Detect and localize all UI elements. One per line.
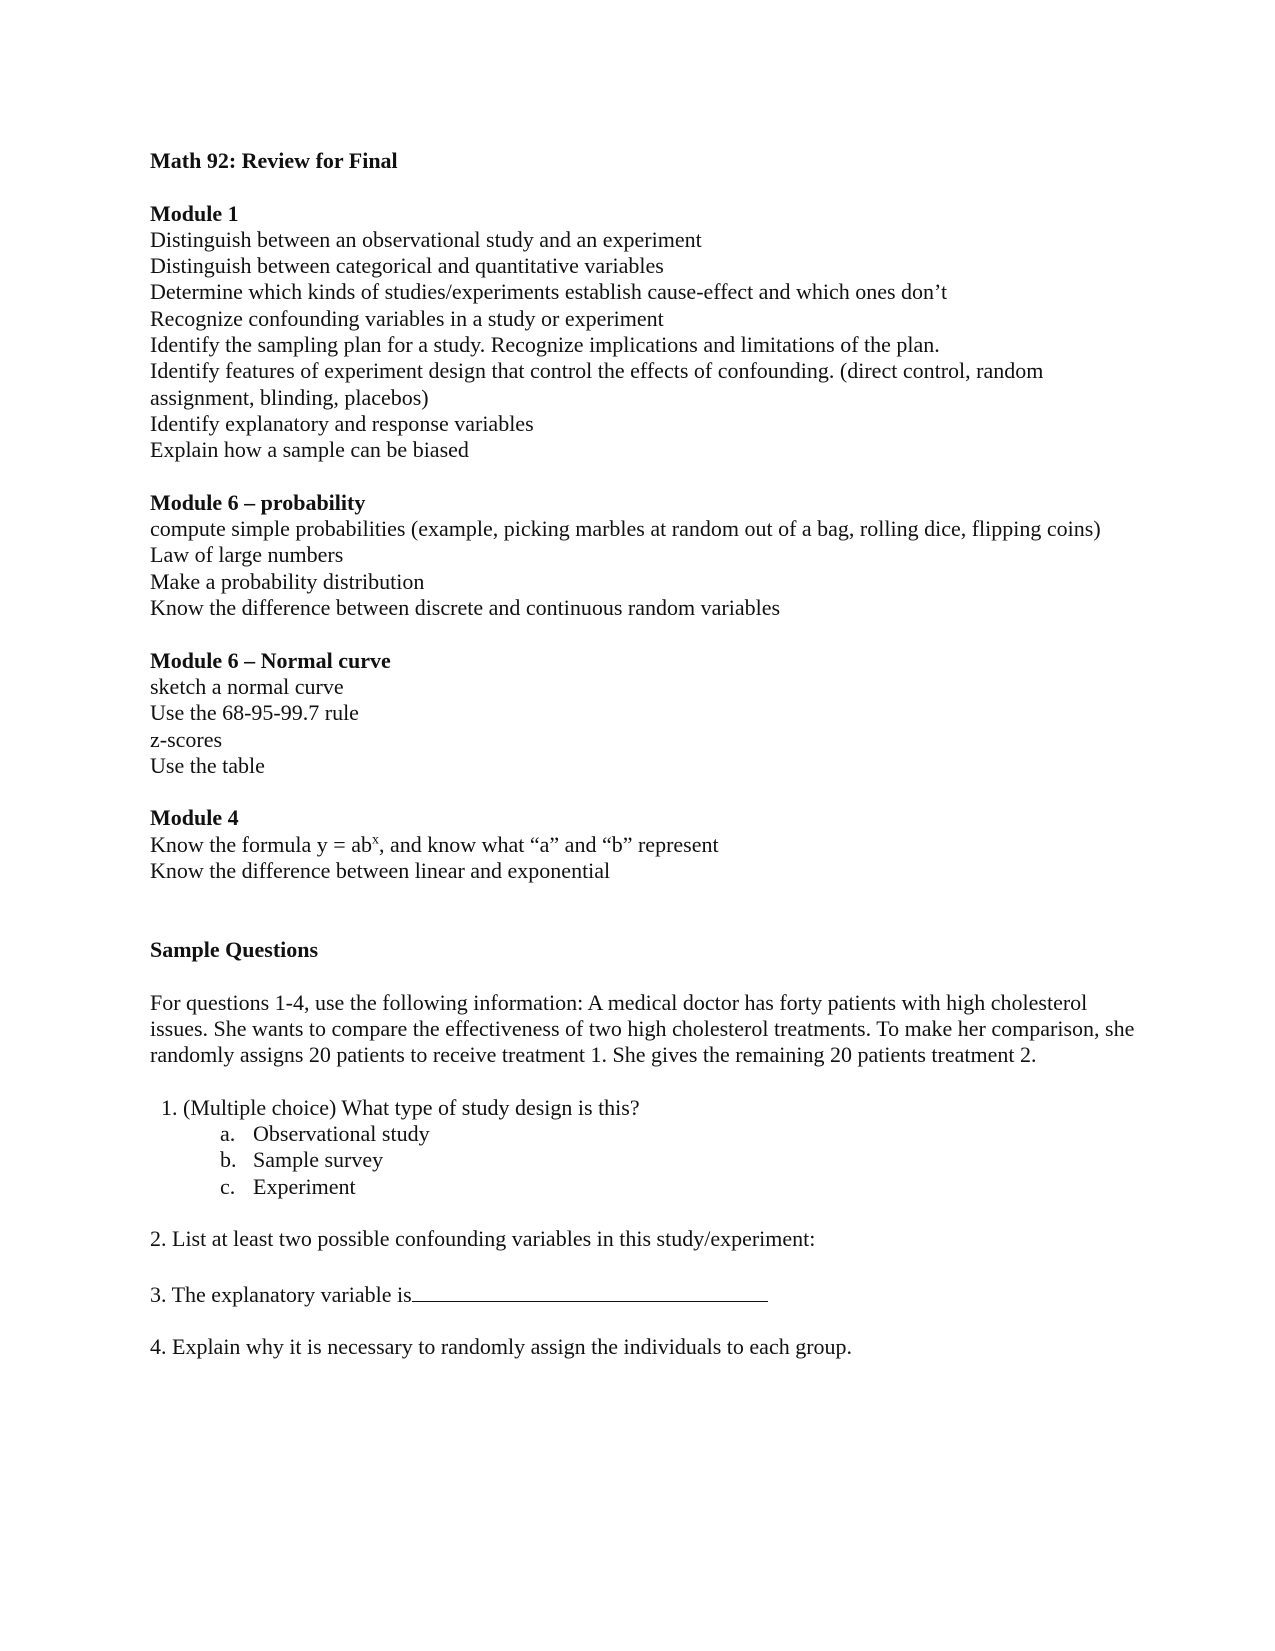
question-1 bbox=[150, 1095, 1140, 1200]
module-1-item: Identify the sampling plan for a study. Recognize implications and limitations of the plan. bbox=[150, 332, 940, 358]
spacer bbox=[150, 621, 1140, 647]
formula-exponent: x bbox=[371, 832, 379, 848]
question-3-text: 3. The explanatory variable is bbox=[150, 1281, 412, 1307]
module-6-normal-heading: Module 6 – Normal curve bbox=[150, 647, 391, 673]
formula-prefix: Know the formula y = ab bbox=[150, 831, 372, 857]
question-1-text: 1. (Multiple choice) What type of study design is this? bbox=[161, 1094, 640, 1120]
spacer bbox=[150, 963, 1140, 989]
question-1-option bbox=[150, 1174, 1140, 1200]
module-6-probability-heading: Module 6 – probability bbox=[150, 489, 366, 515]
question-1-option bbox=[150, 1147, 1140, 1173]
question-2-text: 2. List at least two possible confounding variables in this study/experiment: bbox=[150, 1226, 816, 1252]
spacer bbox=[150, 779, 1140, 805]
module-1-item: Recognize confounding variables in a study or experiment bbox=[150, 305, 664, 331]
module-6-normal-item: sketch a normal curve bbox=[150, 673, 344, 699]
module-1-item: Identify explanatory and response variables bbox=[150, 410, 534, 436]
module-6-probability-item: Law of large numbers bbox=[150, 542, 344, 568]
spacer bbox=[150, 884, 1140, 937]
module-6-normal-item: Use the table bbox=[150, 752, 265, 778]
module-6-probability-item: compute simple probabilities (example, picking marbles at random out of a bag, rolling dice, flipping coins) bbox=[150, 516, 1101, 542]
sample-intro-paragraph: For questions 1-4, use the following information: A medical doctor has forty patients with high cholesterol issues. She wants to compare the effectiveness of two high cholesterol treatments. To make her comparison, she randomly assigns 20 patients to receive treatment 1. She gives the remaining 20 patients treatment 2. bbox=[150, 989, 1135, 1068]
sample-questions-heading: Sample Questions bbox=[150, 936, 319, 962]
option-text: Sample survey bbox=[253, 1147, 384, 1173]
option-text: Observational study bbox=[253, 1120, 430, 1146]
module-6-probability-item: Know the difference between discrete and continuous random variables bbox=[150, 595, 781, 621]
document-title: Math 92: Review for Final bbox=[150, 148, 398, 173]
module-6-normal-item: z-scores bbox=[150, 726, 223, 752]
module-4-item: Know the difference between linear and exponential bbox=[150, 858, 611, 884]
option-letter: b. bbox=[220, 1147, 237, 1173]
question-3 bbox=[150, 1279, 1140, 1308]
question-4-text: 4. Explain why it is necessary to randomly assign the individuals to each group. bbox=[150, 1334, 853, 1360]
spacer bbox=[150, 1252, 1140, 1278]
option-letter: c. bbox=[220, 1173, 236, 1199]
document-page bbox=[150, 148, 1140, 1361]
module-1-item: Explain how a sample can be biased bbox=[150, 437, 469, 463]
spacer bbox=[150, 1308, 1140, 1334]
spacer bbox=[150, 464, 1140, 490]
module-4-heading: Module 4 bbox=[150, 805, 239, 831]
module-1-item: Distinguish between categorical and quantitative variables bbox=[150, 253, 664, 279]
option-letter: a. bbox=[220, 1120, 236, 1146]
module-4-formula-item bbox=[150, 832, 1140, 858]
module-1-item: Identify features of experiment design that control the effects of confounding. (direct control, random assignment, blinding, placebos) bbox=[150, 358, 1044, 410]
question-1-option bbox=[150, 1121, 1140, 1147]
option-text: Experiment bbox=[253, 1173, 356, 1199]
module-1-item: Determine which kinds of studies/experiments establish cause-effect and which ones don’t bbox=[150, 279, 948, 305]
spacer bbox=[150, 1200, 1140, 1226]
answer-blank-line[interactable] bbox=[412, 1279, 768, 1302]
module-1-item: Distinguish between an observational study and an experiment bbox=[150, 226, 702, 252]
spacer bbox=[150, 174, 1140, 200]
module-6-probability-item: Make a probability distribution bbox=[150, 568, 425, 594]
formula-suffix: , and know what “a” and “b” represent bbox=[378, 831, 719, 857]
module-6-normal-item: Use the 68-95-99.7 rule bbox=[150, 700, 359, 726]
module-1-heading: Module 1 bbox=[150, 200, 239, 226]
spacer bbox=[150, 1068, 1140, 1094]
